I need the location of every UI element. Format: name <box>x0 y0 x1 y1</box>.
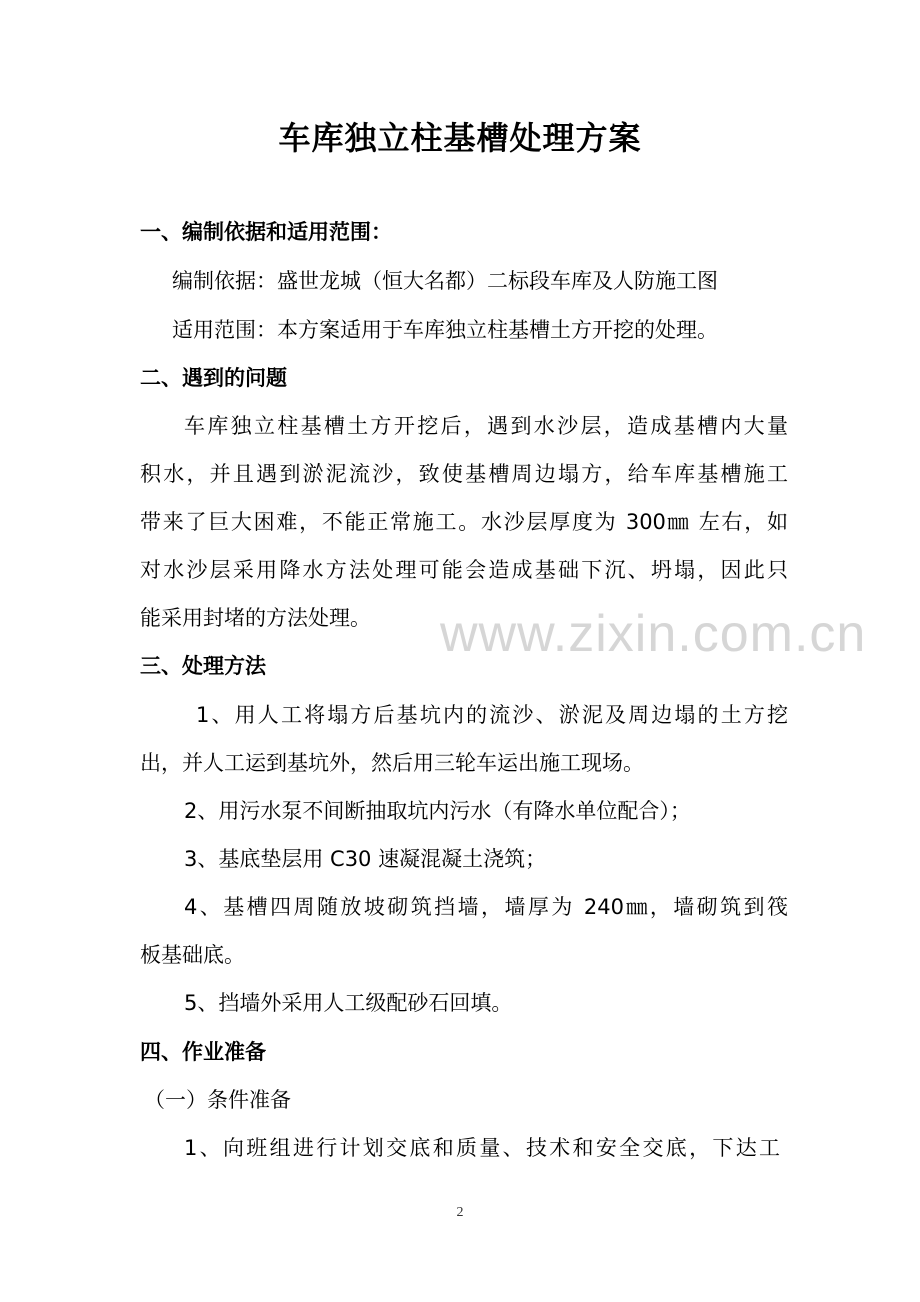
section2-heading: 二、遇到的问题 <box>140 366 287 390</box>
section3-item3: 3、基底垫层用 C30 速凝混凝土浇筑； <box>184 847 547 871</box>
section4-subheading: （一）条件准备 <box>144 1088 291 1112</box>
section1-heading: 一、编制依据和适用范围： <box>140 220 392 244</box>
section2-paragraph-line: 对水沙层采用降水方法处理可能会造成基础下沉、坍塌，因此只 <box>140 558 788 582</box>
section2-paragraph-line: 带来了巨大困难，不能正常施工。水沙层厚度为 300㎜ 左右，如 <box>140 510 788 534</box>
section4-item1: 1、向班组进行计划交底和质量、技术和安全交底，下达工 <box>184 1136 780 1160</box>
section3-item4: 4、基槽四周随放坡砌筑挡墙，墙厚为 240㎜，墙砌筑到筏 <box>184 895 788 919</box>
section3-item4-cont: 板基础底。 <box>140 943 245 967</box>
section2-paragraph-line: 积水，并且遇到淤泥流沙，致使基槽周边塌方，给车库基槽施工 <box>140 462 788 486</box>
section2-paragraph-line: 能采用封堵的方法处理。 <box>140 606 371 630</box>
section3-heading: 三、处理方法 <box>140 654 266 678</box>
section3-item2: 2、用污水泵不间断抽取坑内污水（有降水单位配合）； <box>184 799 691 823</box>
section3-item1: 1、用人工将塌方后基坑内的流沙、淤泥及周边塌的土方挖 <box>196 703 788 727</box>
section4-heading: 四、作业准备 <box>140 1040 266 1064</box>
watermark: www.zixin.com.cn <box>440 605 867 663</box>
section1-scope: 适用范围：本方案适用于车库独立柱基槽土方开挖的处理。 <box>172 318 718 342</box>
page-number: 2 <box>456 1205 464 1220</box>
section2-paragraph-line: 车库独立柱基槽土方开挖后，遇到水沙层，造成基槽内大量 <box>184 414 788 438</box>
section3-item5: 5、挡墙外采用人工级配砂石回填。 <box>184 991 513 1015</box>
section3-item1-cont: 出，并人工运到基坑外，然后用三轮车运出施工现场。 <box>140 751 644 775</box>
section1-basis: 编制依据：盛世龙城（恒大名都）二标段车库及人防施工图 <box>172 269 718 293</box>
document-title: 车库独立柱基槽处理方案 <box>278 119 642 157</box>
